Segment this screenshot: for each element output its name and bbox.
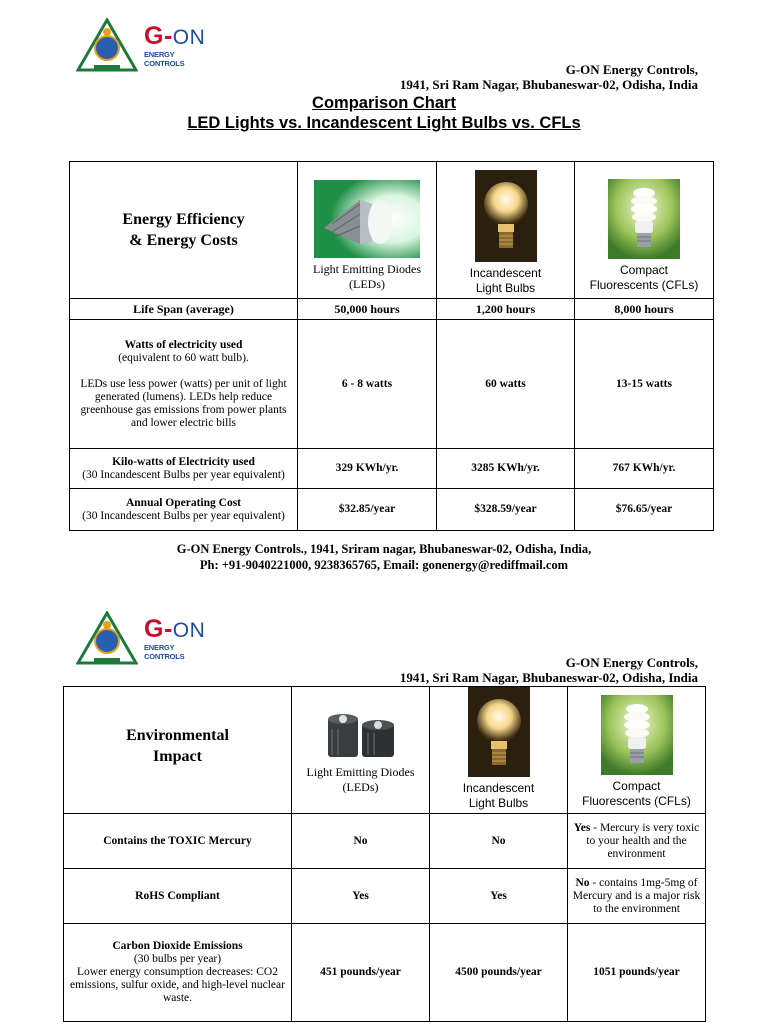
- co2-label-note: Lower energy consumption decreases: CO2 emissions, sulfur oxide, and high-level nuclear waste.: [70, 966, 285, 1004]
- row-label-kwh: [70, 449, 298, 489]
- incandescent-bulb-image: [468, 687, 530, 777]
- table-row: [70, 299, 714, 320]
- page-title: [0, 93, 768, 133]
- led-label-line1: Light Emitting Diodes: [306, 765, 415, 779]
- led-spotlight-image: [324, 709, 398, 761]
- incandescent-label: [430, 781, 567, 811]
- cfl-rohs-answer: No: [575, 876, 590, 889]
- table-header-row: [64, 687, 706, 814]
- company-logo-2: [76, 611, 216, 671]
- cfl-bulb-image: [601, 695, 673, 775]
- incandescent-label-line2: Light Bulbs: [475, 281, 536, 295]
- header-label-line1: Environmental: [126, 727, 229, 744]
- led-mercury-value: No: [292, 814, 430, 869]
- company-address-2: [400, 655, 698, 685]
- cfl-label-line1: Compact: [612, 779, 661, 793]
- energy-header-cell: [70, 162, 298, 299]
- row-label-rohs: RoHS Compliant: [64, 869, 292, 924]
- cfl-bulb-image: [608, 179, 680, 259]
- inc-cost-value: $328.59/year: [437, 489, 575, 531]
- energy-comparison-table: [69, 161, 714, 531]
- inc-kwh-value: 3285 KWh/yr.: [437, 449, 575, 489]
- cfl-watts-value: 13-15 watts: [575, 320, 714, 449]
- inc-watts-value: 60 watts: [437, 320, 575, 449]
- cfl-rohs-note: - contains 1mg-5mg of Mercury and is a major risk to the environment: [572, 876, 701, 915]
- logo-brand-text: G-ON: [144, 22, 206, 50]
- table-row: [70, 489, 714, 531]
- led-rohs-value: Yes: [292, 869, 430, 924]
- table-header-row: [70, 162, 714, 299]
- cfl-mercury-value: [568, 814, 706, 869]
- led-label: [292, 765, 429, 795]
- incandescent-label: [437, 266, 574, 296]
- table-row: [64, 924, 706, 1022]
- led-kwh-value: 329 KWh/yr.: [298, 449, 437, 489]
- footer-contact: Ph: +91-9040221000, 9238365765, Email: gonenergy@rediffmail.com: [199, 558, 569, 572]
- cfl-kwh-value: 767 KWh/yr.: [575, 449, 714, 489]
- environment-header-cell: [64, 687, 292, 814]
- incandescent-column-header: [437, 162, 575, 299]
- led-bulb-image: [314, 180, 420, 258]
- inc-mercury-value: No: [430, 814, 568, 869]
- footer-address: G-ON Energy Controls., 1941, Sriram nagar, Bhubaneswar-02, Odisha, India,: [176, 542, 592, 556]
- cfl-rohs-value: [568, 869, 706, 924]
- cfl-label-line2: Fluorescents (CFLs): [582, 794, 691, 808]
- row-label-co2: [64, 924, 292, 1022]
- led-label-line2: (LEDs): [342, 780, 379, 794]
- chart-subtitle: LED Lights vs. Incandescent Light Bulbs vs. CFLs: [187, 114, 581, 132]
- row-label-cost: [70, 489, 298, 531]
- address-line1: G-ON Energy Controls,: [565, 655, 698, 670]
- led-lifespan-value: 50,000 hours: [298, 299, 437, 320]
- cost-label-title: Annual Operating Cost: [125, 496, 242, 509]
- logo-triangle-icon: [76, 18, 138, 72]
- led-watts-value: 6 - 8 watts: [298, 320, 437, 449]
- inc-co2-value: 4500 pounds/year: [430, 924, 568, 1022]
- header-label-line2: & Energy Costs: [129, 232, 238, 249]
- table-row: [64, 814, 706, 869]
- co2-label-subtitle: (30 bulbs per year): [133, 953, 222, 965]
- cfl-column-header: [568, 687, 706, 814]
- led-label-line2: (LEDs): [349, 277, 385, 291]
- cfl-mercury-answer: Yes: [573, 821, 591, 834]
- led-co2-value: 451 pounds/year: [292, 924, 430, 1022]
- cfl-mercury-note: - Mercury is very toxic to your health and the environment: [586, 821, 700, 860]
- incandescent-label-line2: Light Bulbs: [468, 796, 529, 810]
- watts-label-title: Watts of electricity used: [124, 338, 243, 351]
- cfl-column-header: [575, 162, 714, 299]
- logo-triangle-icon: [76, 611, 138, 665]
- page-footer: [0, 541, 768, 573]
- company-logo: [76, 18, 216, 78]
- cfl-label-line1: Compact: [619, 263, 669, 277]
- address-line2: 1941, Sri Ram Nagar, Bhubaneswar-02, Odisha, India: [399, 77, 698, 92]
- company-address: [400, 62, 698, 92]
- environment-comparison-table: [63, 686, 706, 1022]
- header-label-line2: Impact: [153, 748, 202, 765]
- watts-note-line2: generated (lumens). LEDs help reduce: [94, 390, 273, 403]
- led-label-line1: Light Emitting Diodes: [313, 262, 421, 276]
- inc-rohs-value: Yes: [430, 869, 568, 924]
- led-column-header: [292, 687, 430, 814]
- watts-label-subtitle: (equivalent to 60 watt bulb).: [118, 351, 249, 364]
- incandescent-label-line1: Incandescent: [462, 781, 535, 795]
- watts-note-line1: LEDs use less power (watts) per unit of light: [80, 377, 287, 390]
- cfl-label: [568, 779, 705, 809]
- watts-note-line3: greenhouse gas emissions from power plants: [80, 403, 287, 416]
- address-line1: G-ON Energy Controls,: [565, 62, 698, 77]
- incandescent-column-header: [430, 687, 568, 814]
- led-column-header: [298, 162, 437, 299]
- inc-lifespan-value: 1,200 hours: [437, 299, 575, 320]
- cfl-label-line2: Fluorescents (CFLs): [589, 278, 699, 292]
- cfl-cost-value: $76.65/year: [575, 489, 714, 531]
- row-label-lifespan: Life Span (average): [70, 299, 298, 320]
- led-cost-value: $32.85/year: [298, 489, 437, 531]
- cfl-label: [575, 263, 713, 293]
- incandescent-bulb-image: [475, 170, 537, 262]
- address-line2: 1941, Sri Ram Nagar, Bhubaneswar-02, Odisha, India: [399, 670, 698, 685]
- co2-label-title: Carbon Dioxide Emissions: [112, 940, 243, 952]
- cfl-co2-value: 1051 pounds/year: [568, 924, 706, 1022]
- kwh-label-title: Kilo-watts of Electricity used: [112, 455, 255, 468]
- watts-note-line4: and lower electric bills: [130, 416, 237, 429]
- cfl-lifespan-value: 8,000 hours: [575, 299, 714, 320]
- logo-subtitle: ENERGY CONTROLS: [144, 50, 185, 68]
- table-row: [70, 449, 714, 489]
- led-label: [298, 262, 436, 292]
- table-row: [64, 869, 706, 924]
- kwh-label-subtitle: (30 Incandescent Bulbs per year equivalent): [82, 468, 285, 481]
- incandescent-label-line1: Incandescent: [469, 266, 542, 280]
- cost-label-subtitle: (30 Incandescent Bulbs per year equivalent): [82, 509, 285, 522]
- row-label-mercury: Contains the TOXIC Mercury: [64, 814, 292, 869]
- logo-subtitle: ENERGY CONTROLS: [144, 643, 185, 661]
- row-label-watts: [70, 320, 298, 449]
- logo-brand-text: G-ON: [144, 615, 206, 643]
- header-label-line1: Energy Efficiency: [122, 211, 245, 228]
- table-row: [70, 320, 714, 449]
- chart-title: Comparison Chart: [312, 94, 456, 112]
